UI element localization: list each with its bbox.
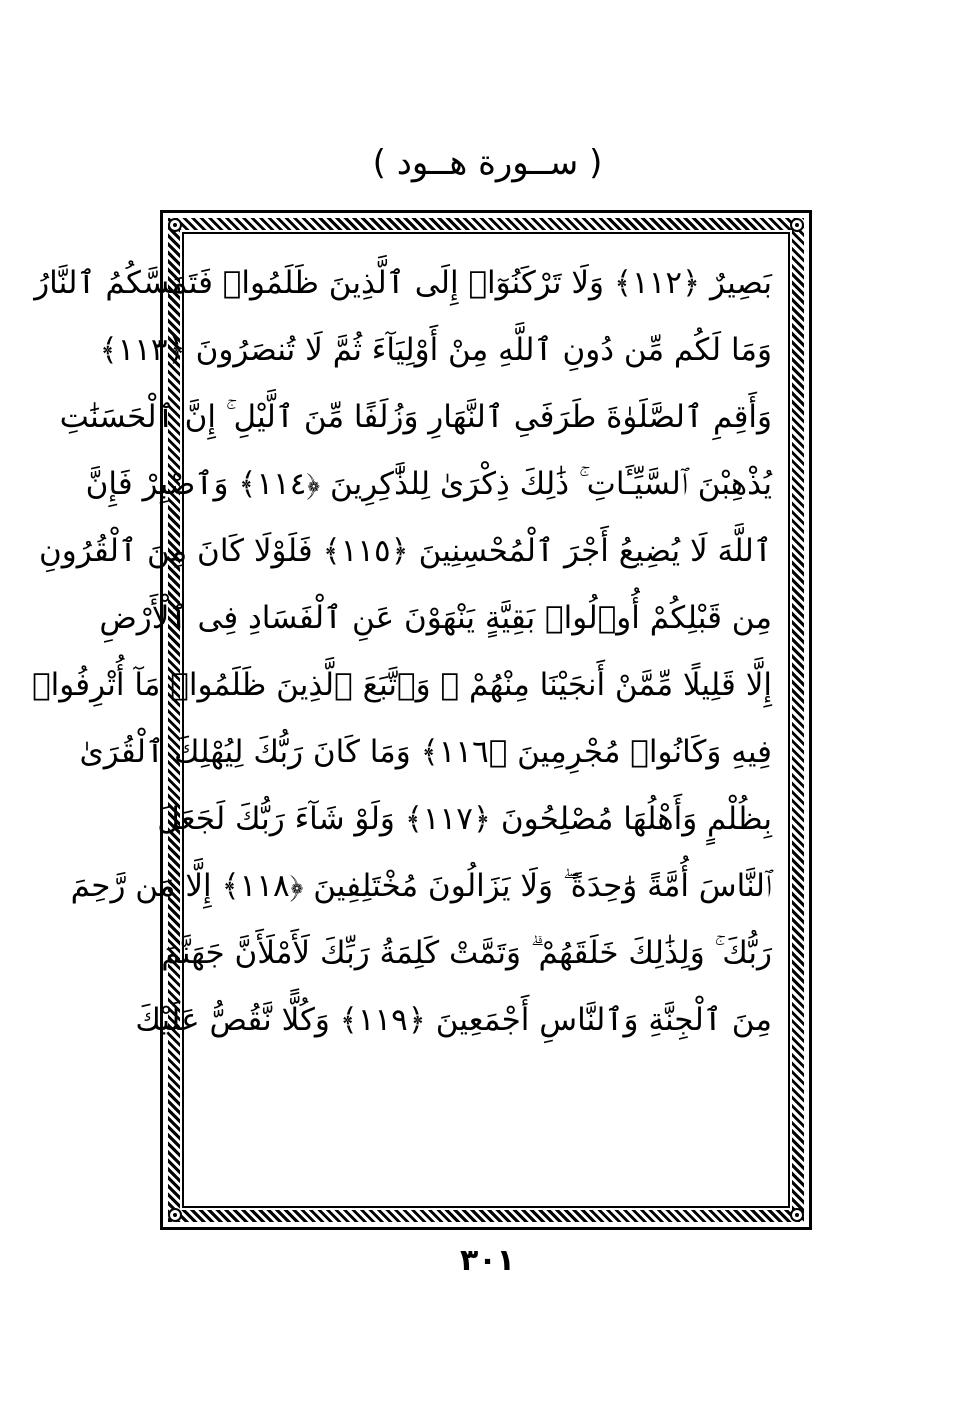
page-number: ٣٠١ [460,1243,515,1278]
verse-line: وَأَقِمِ ٱلصَّلَوٰةَ طَرَفَىِ ٱلنَّهَارِ وَزُلَفًا مِّنَ ٱلَّيْلِ ۚ إِنَّ ٱلْحَسَنَٰتِ [59,399,772,435]
verse-line: مِنَ ٱلْجِنَّةِ وَٱلنَّاسِ أَجْمَعِينَ ﴿١١٩﴾ وَكُلًّا نَّقُصُّ عَلَيْكَ [135,1002,772,1038]
verse-line: ٱللَّهَ لَا يُضِيعُ أَجْرَ ٱلْمُحْسِنِينَ ﴿١١٥﴾ فَلَوْلَا كَانَ مِنَ ٱلْقُرُونِ [39,533,772,569]
verse-line: ٱلنَّاسَ أُمَّةً وَٰحِدَةً ۖ وَلَا يَزَالُونَ مُخْتَلِفِينَ ﴿١١٨﴾ إِلَّا مَن رَّحِمَ [70,868,772,904]
verse-line: مِن قَبْلِكُمْ أُو۟لُوا۟ بَقِيَّةٍ يَنْهَوْنَ عَنِ ٱلْفَسَادِ فِى ٱلْأَرْضِ [99,600,772,636]
surah-title: ( ســورة هــود ) [372,143,603,183]
verse-line: يُذْهِبْنَ ٱلسَّيِّـَٔاتِ ۚ ذَٰلِكَ ذِكْرَىٰ لِلذَّٰكِرِينَ ﴿١١٤﴾ وَٱصْبِرْ فَإِنَّ [85,466,772,502]
verse-line: وَمَا لَكُم مِّن دُونِ ٱللَّهِ مِنْ أَوْلِيَآءَ ثُمَّ لَا تُنصَرُونَ ﴿١١٣﴾ [99,332,772,368]
verse-line: فِيهِ وَكَانُوا۟ مُجْرِمِينَ ﴿١١٦﴾ وَمَا كَانَ رَبُّكَ لِيُهْلِكَ ٱلْقُرَىٰ [79,734,772,770]
verse-line: بِظُلْمٍ وَأَهْلُهَا مُصْلِحُونَ ﴿١١٧﴾ وَلَوْ شَآءَ رَبُّكَ لَجَعَلَ [157,801,772,837]
corner-ornament-icon [790,218,804,232]
verse-line: رَبُّكَ ۚ وَلِذَٰلِكَ خَلَقَهُمْ ۗ وَتَمَّتْ كَلِمَةُ رَبِّكَ لَأَمْلَأَنَّ جَهَنَّمَ [161,935,772,971]
verse-text-block [32,250,772,1190]
corner-ornament-icon [790,1208,804,1222]
verse-line: إِلَّا قَلِيلًا مِّمَّنْ أَنجَيْنَا مِنْهُمْ ۗ وَٱتَّبَعَ ٱلَّذِينَ ظَلَمُوا۟ مَآ أُتْرِفُوا۟ [32,667,772,703]
corner-ornament-icon [168,1208,182,1222]
verse-line: بَصِيرٌ ﴿١١٢﴾ وَلَا تَرْكَنُوٓا۟ إِلَى ٱلَّذِينَ ظَلَمُوا۟ فَتَمَسَّكُمُ ٱلنَّارُ [34,265,772,301]
corner-ornament-icon [168,218,182,232]
